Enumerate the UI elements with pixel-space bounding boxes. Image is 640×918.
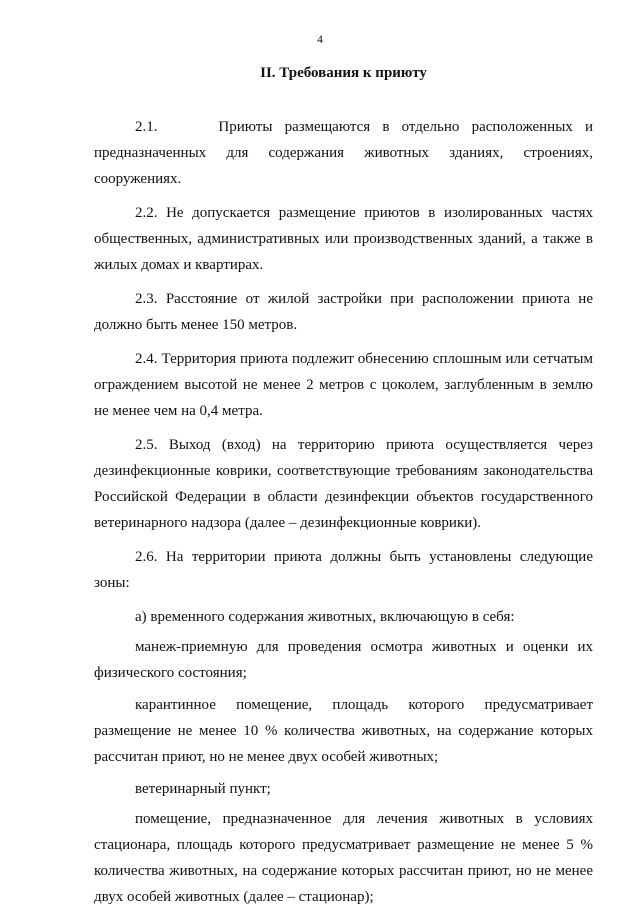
section-title: II. Требования к приюту [260, 65, 427, 81]
paragraph-2-6: 2.6. На территории приюта должны быть установлены следующие зоны: [94, 549, 593, 591]
paragraph-vet-point: ветеринарный пункт; [135, 781, 271, 797]
paragraph-zone-a: а) временного содержания животных, включающую в себя: [135, 609, 515, 625]
paragraph-2-3: 2.3. Расстояние от жилой застройки при расположении приюта не должно быть менее 150 метров. [94, 291, 593, 333]
document-body [94, 114, 593, 918]
paragraph-2-1: 2.1. Приюты размещаются в отдельно расположенных и предназначенных для содержания животных зданиях, строениях, сооружениях. [94, 119, 593, 187]
paragraph-quarantine: карантинное помещение, площадь которого предусматривает размещение не менее 10 % количества животных, на содержание которых рассчитан приют, но не менее двух особей животных; [94, 697, 593, 765]
paragraph-2-4: 2.4. Территория приюта подлежит обнесению сплошным или сетчатым ограждением высотой не менее 2 метров с цоколем, заглубленным в землю не менее чем на 0,4 метра. [94, 351, 593, 419]
paragraph-2-2: 2.2. Не допускается размещение приютов в изолированных частях общественных, административных или производственных зданий, а также в жилых домах и квартирах. [94, 205, 593, 273]
paragraph-2-5: 2.5. Выход (вход) на территорию приюта осуществляется через дезинфекционные коврики, соответствующие требованиям законодательства Российской Федерации в области дезинфекции объектов государственного ветеринарного надзора (далее – дезинфекционные коврики). [94, 437, 593, 531]
page-number: 4 [317, 34, 323, 46]
paragraph-manege: манеж-приемную для проведения осмотра животных и оценки их физического состояния; [94, 639, 593, 681]
paragraph-hospital: помещение, предназначенное для лечения животных в условиях стационара, площадь которого предусматривает размещение не менее 5 % количества животных, на содержание которых рассчитан приют, но не менее двух особей животных (далее – стационар); [94, 811, 593, 905]
